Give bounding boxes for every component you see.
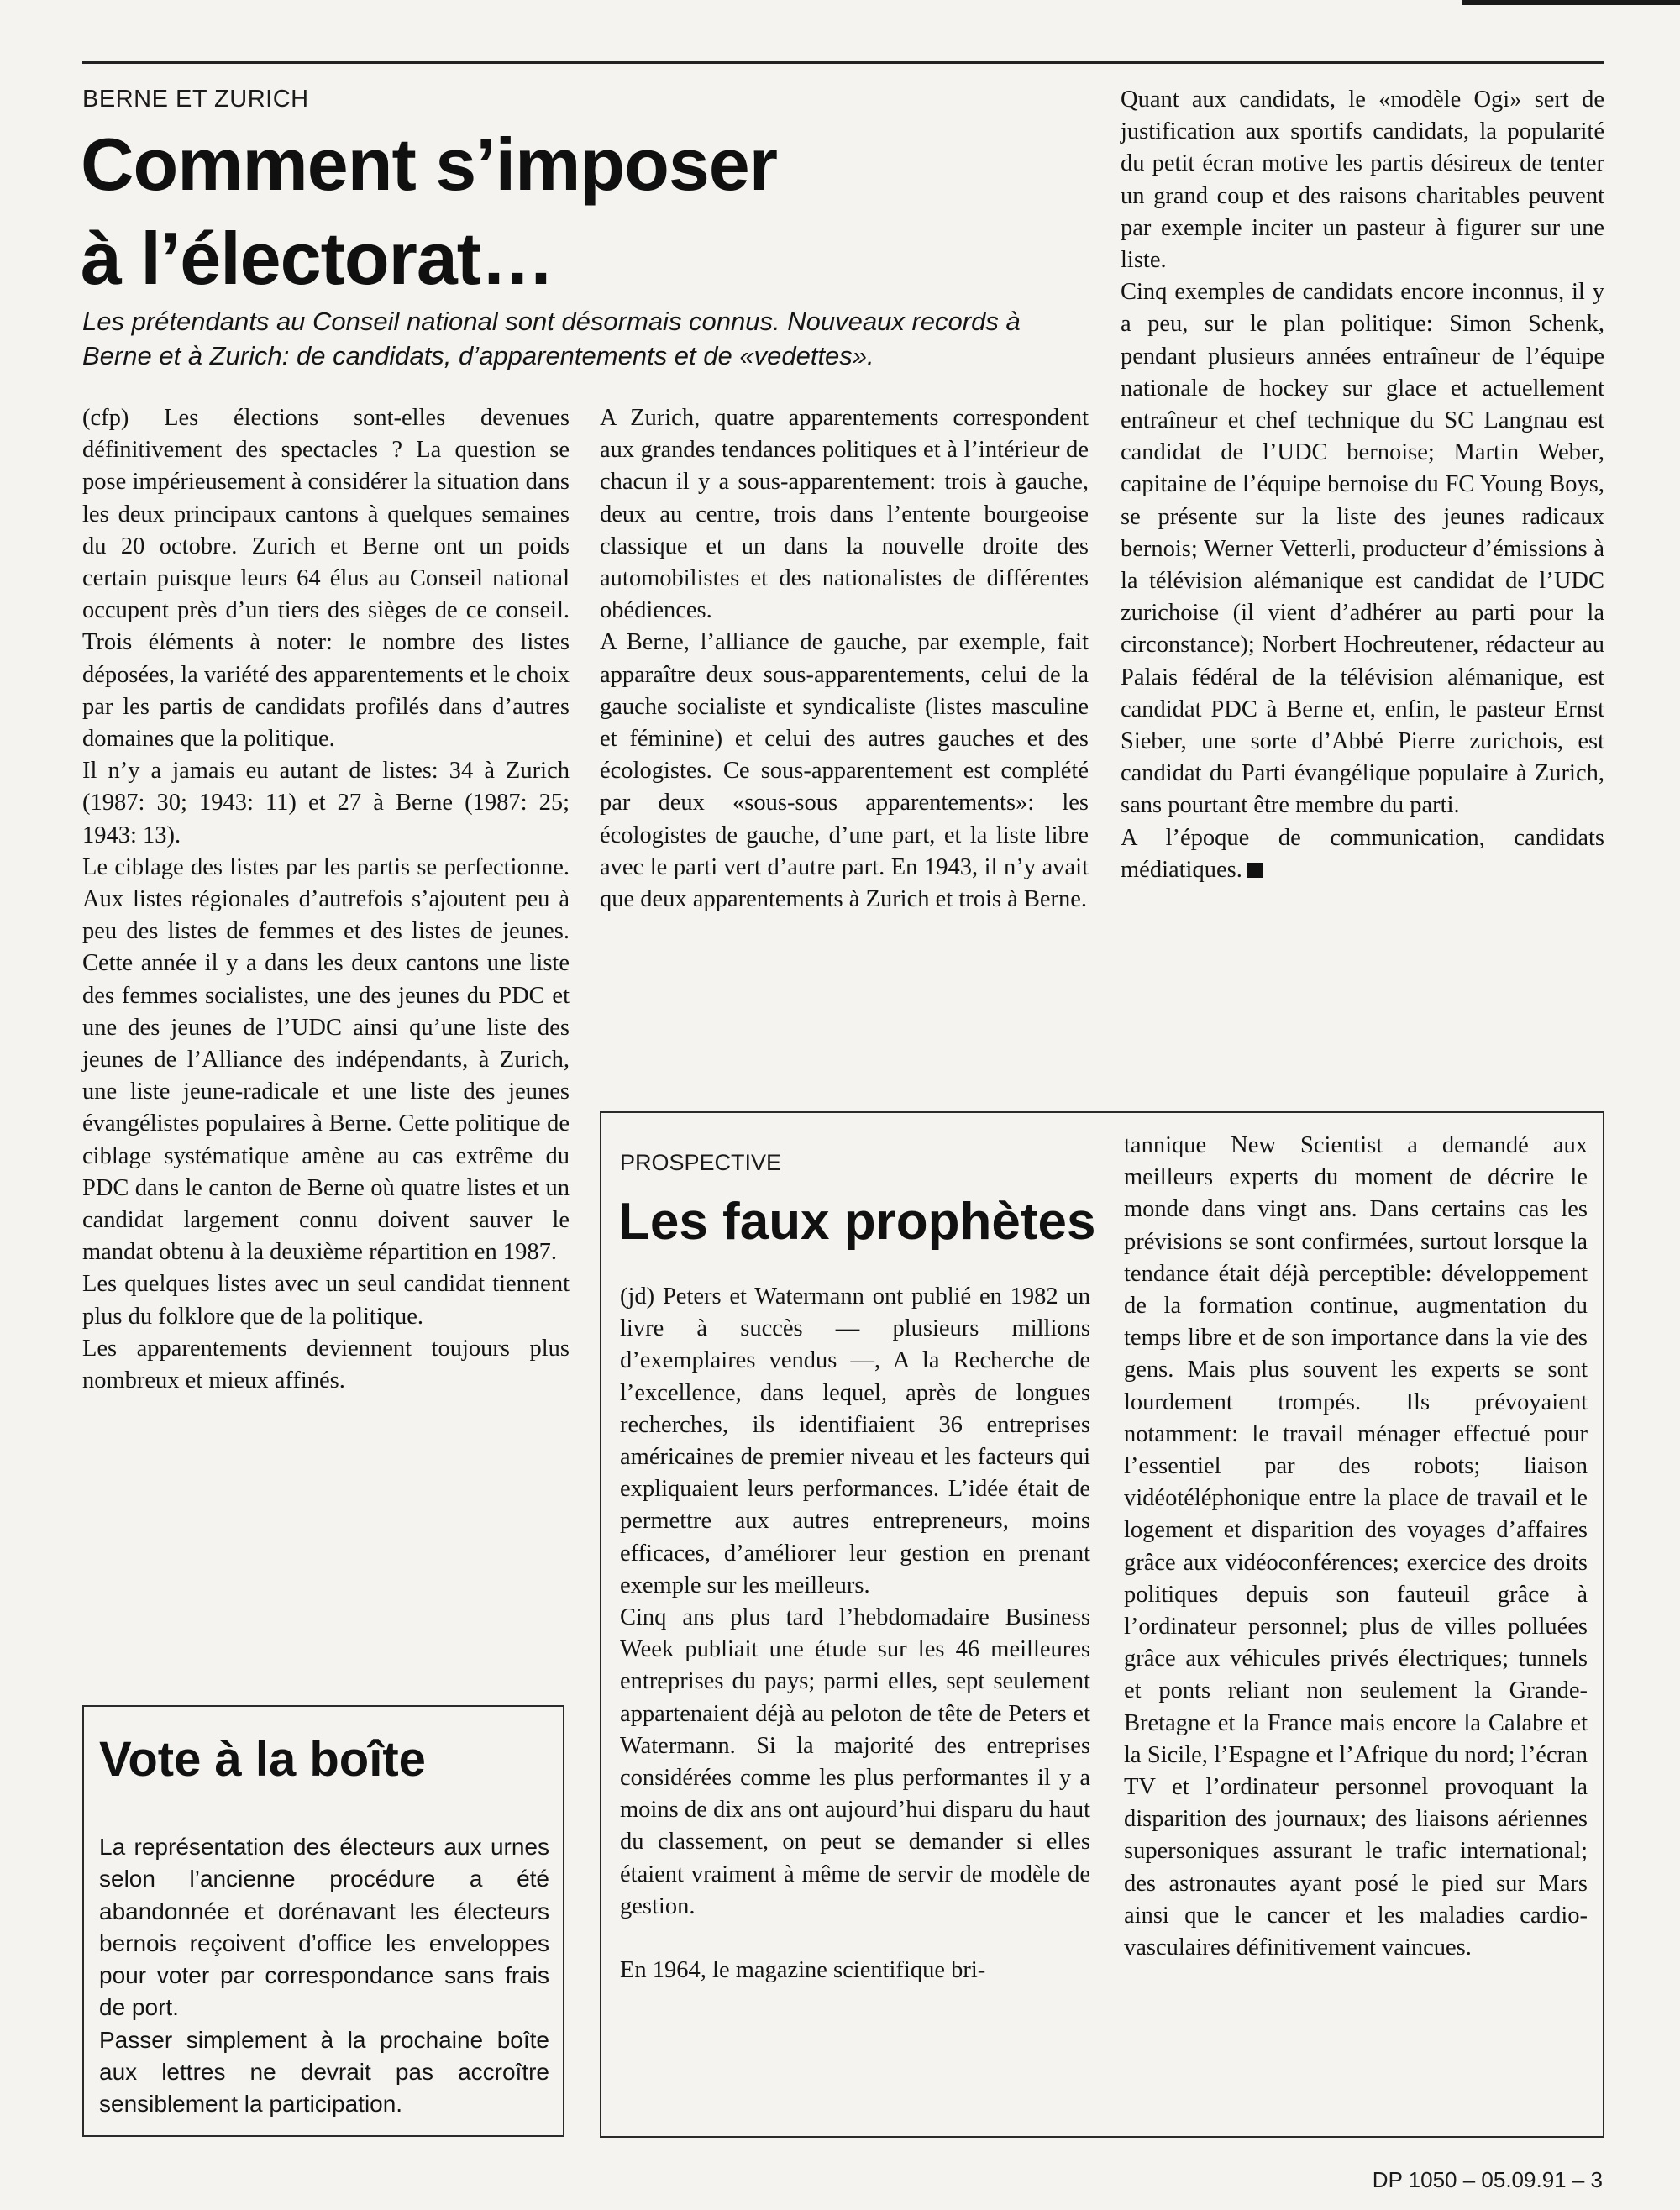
paragraph: Il n’y a jamais eu autant de listes: 34 à Zurich (1987: 30; 1943: 11) et 27 à Berne (1987: 25; 1943: 13). [82, 758, 570, 848]
page-folio: DP 1050 – 05.09.91 – 3 [1372, 2167, 1603, 2192]
paragraph: En 1964, le magazine scientifique bri- [620, 1957, 986, 1984]
paragraph: Cinq exemples de candidats encore inconnus, il y a peu, sur le plan politique: Simon Schenk, pendant plusieurs années entraîneur de l’équipe nationale de hockey sur glace et actuellement entraîneur et chef technique du SC Langnau est candidat de l’UDC bernoise; Martin Weber, capitaine de l’équipe bernoise du FC Young Boys, se présente sur la liste des jeunes radicaux bernois; Werner Vetterli, producteur d’émissions à la télévision alémanique est candidat de l’UDC zurichoise (il vient d’adhérer au parti pour la circonstance); Norbert Hochreutener, rédacteur au Palais fédéral de la télévision alémanique, est candidat PDC à Berne et, enfin, le pasteur Ernst Sieber, une sorte d’Abbé Pierre zurichois, est candidat du Parti évangélique populaire à Zurich, sans pourtant être membre du parti. [1121, 279, 1604, 819]
vote-sidebar-box [82, 1705, 564, 2137]
paragraph: (cfp) Les élections sont-elles devenues définitivement des spectacles ? La question se pose impérieusement à considérer la situation dans les deux principaux cantons à quelques semaines du 20 octobre. Zurich et Berne ont un poids certain puisque leurs 64 élus au Conseil national occupent près d’un tiers des sièges de ce conseil. Trois éléments à noter: le nombre des listes déposées, la variété des apparentements et le choix par les partis de candidats profilés dans d’autres domaines que la politique. [82, 405, 570, 753]
article-column-2 [600, 402, 1089, 916]
headline-line-2: à l’électorat… [81, 217, 554, 300]
paragraph: Cinq ans plus tard l’hebdomadaire Business Week publiait une étude sur les 46 meilleures entreprises du pays; parmi elles, sept seulement appartenaient déjà au peloton de tête de Peters et Watermann. Si la majorité des entreprises considérées comme les plus performantes il y a moins de dix ans ont aujourd’hui disparu du haut du classement, on peut se demander si elles étaient vraiment à même de servir de modèle de gestion. [620, 1604, 1090, 1919]
end-mark-icon [1247, 863, 1263, 878]
paragraph: A Berne, l’alliance de gauche, par exemple, fait apparaître deux sous-apparentements, celui de la gauche socialiste et syndicaliste (listes masculine et féminine) et celui des autres gauches et des écologistes. Ce sous-apparentement est complété par deux «sous-sous apparentements»: les écologistes de gauche, d’une part, et la liste libre avec le parti vert d’autre part. En 1943, il n’y avait que deux apparentements à Zurich et trois à Berne. [600, 629, 1089, 913]
article-column-3 [1121, 84, 1604, 886]
vote-box-title: Vote à la boîte [99, 1732, 426, 1787]
article-subhead: Les prétendants au Conseil national sont désormais connus. Nouveaux records à Berne et à Zurich: de candidats, d’apparentements et de «vedettes». [82, 307, 1021, 370]
paragraph: tannique New Scientist a demandé aux meilleurs experts du moment de décrire le monde dans vingt ans. Dans certains cas les prévisions se sont confirmées, surtout lorsque la tendance était déjà perceptible: développement de la formation continue, augmentation du temps libre et de son importance dans la vie des gens. Mais plus souvent les experts se sont lourdement trompés. Ils prévoyaient notamment: le travail ménager effectué pour l’essentiel par des robots; liaison vidéotéléphonique entre la place de travail et le logement et disparition des voyages d’affaires grâce aux vidéoconférences; exercice des droits politiques depuis son fauteuil grâce à l’ordinateur personnel; plus de villes polluées grâce aux véhicules privés électriques; tunnels et ponts reliant non seulement la Grande-Bretagne et la France mais encore la Calabre et la Sicile, l’Espagne et l’Afrique du nord; l’écran TV et l’ordinateur personnel provoquant la disparition des journaux; des liaisons aériennes supersoniques assurant le trafic international; des astronautes ayant posé le pied sur Mars ainsi que le cancer et les maladies cardio-vasculaires définitivement vaincues. [1124, 1132, 1588, 1961]
paragraph: A Zurich, quatre apparentements correspondent aux grandes tendances politiques et à l’intérieur de chacun il y a sous-apparentement: trois à gauche, deux au centre, trois dans l’entente bourgeoise classique et un dans la nouvelle droite des automobilistes et des nationalistes de différentes obédiences. [600, 405, 1089, 624]
paragraph: La représentation des électeurs aux urnes selon l’ancienne procédure a été abandonnée et dorénavant les électeurs bernois reçoivent d’office les enveloppes pour voter par correspondance sans frais de port. [99, 1834, 549, 2021]
prophets-kicker: PROSPECTIVE [620, 1150, 782, 1175]
prophets-column-2 [1124, 1130, 1588, 1964]
vote-box-body [99, 1831, 549, 2121]
paragraph [1121, 822, 1604, 886]
paragraph-gap [620, 1923, 1090, 1955]
prophets-box [600, 1111, 1604, 2138]
prophets-column-1 [620, 1281, 1090, 1987]
paragraph: Quant aux candidats, le «modèle Ogi» sert de justification aux sportifs candidats, la popularité du petit écran motive les partis désireux de tenter un grand coup et des raisons charitables peuvent par exemple inciter un pasteur à figurer sur une liste. [1121, 87, 1604, 274]
top-rule [82, 61, 1604, 64]
paragraph: (jd) Peters et Watermann ont publié en 1982 un livre à succès — plusieurs millions d’exemplaires vendus —, A la Recherche de l’excellence, dans lequel, après de longues recherches, ils identifiaient 36 entreprises américaines de premier niveau et les facteurs qui expliquaient leurs performances. L’idée était de permettre aux autres entrepreneurs, moins efficaces, d’améliorer leur gestion en prenant exemple sur les meilleurs. [620, 1283, 1090, 1598]
headline-line-1: Comment s’imposer [81, 123, 777, 206]
paragraph: Les quelques listes avec un seul candidat tiennent plus du folklore que de la politique. [82, 1271, 570, 1330]
paragraph: Les apparentements deviennent toujours plus nombreux et mieux affinés. [82, 1335, 570, 1394]
prophets-title: Les faux prophètes [618, 1193, 1096, 1251]
article-kicker: BERNE ET ZURICH [82, 86, 309, 113]
paragraph: Le ciblage des listes par les partis se perfectionne. Aux listes régionales d’autrefois s’ajoutent peu à peu des listes de femmes et des listes de jeunes. Cette année il y a dans les deux cantons une liste des femmes socialistes, une des jeunes du PDC et une des jeunes de l’UDC ainsi qu’une liste des jeunes de l’Alliance des indépendants, à Zurich, une liste jeune-radicale et une liste des jeunes évangélistes populaires à Berne. Cette politique de ciblage systématique amène au cas extrême du PDC dans le canton de Berne où quatre listes et un candidat largement connu doivent sauver le mandat obtenu à la deuxième répartition en 1987. [82, 853, 570, 1266]
article-column-1 [82, 402, 570, 1397]
scan-edge-mark [1462, 0, 1680, 5]
article-headline [81, 118, 1047, 306]
paragraph-text: A l’époque de communication, candidats médiatiques. [1121, 824, 1604, 883]
paragraph: Passer simplement à la prochaine boîte aux lettres ne devrait pas accroître sensiblement la participation. [99, 2026, 549, 2118]
